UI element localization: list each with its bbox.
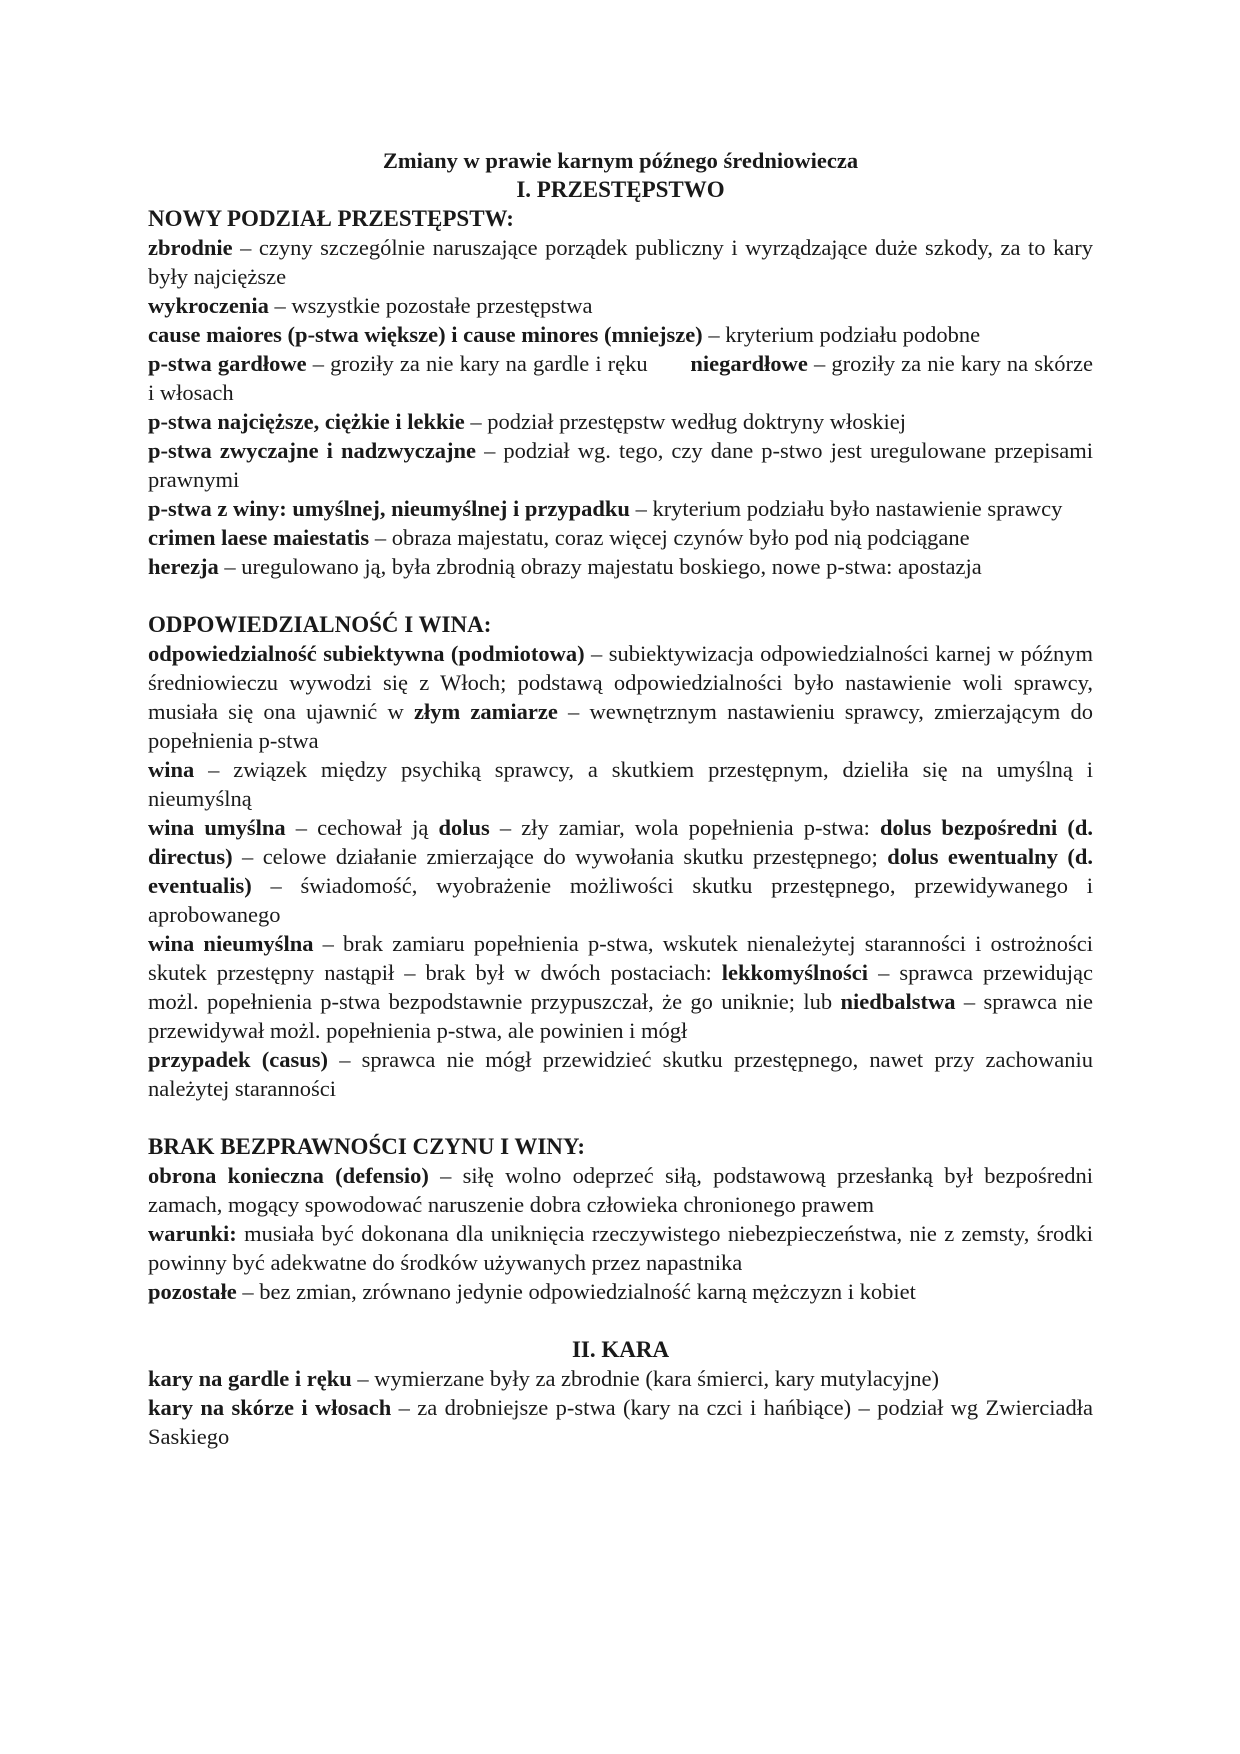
term: kary na gardle i ręku [148,1366,352,1391]
term: lekkomyślności [721,960,869,985]
term: p-stwa gardłowe [148,351,307,376]
definition: – kryterium podziału podobne [702,322,981,347]
term: wina nieumyślna [148,931,314,956]
term: niedbalstwa [840,989,956,1014]
term: herezja [148,554,219,579]
term: p-stwa z winy: umyślnej, nieumyślnej i przypadku [148,496,630,521]
paragraph-wykroczenia [148,291,1093,320]
paragraph-cause-maiores [148,320,1093,349]
definition: – związek między psychiką sprawcy, a skutkiem przestępnym, dzieliła się na umyślną i nieumyślną [148,757,1093,811]
paragraph-obrona-konieczna [148,1161,1093,1219]
term: kary na skórze i włosach [148,1395,392,1420]
definition: – podział przestępstw według doktryny włoskiej [464,409,906,434]
term: dolus [438,815,490,840]
definition: – cechował ją [285,815,439,840]
subheading-brak-bezprawnosci: BRAK BEZPRAWNOŚCI CZYNU I WINY: [148,1134,586,1159]
definition: – celowe działanie zmierzające do wywołania skutku przestępnego; [232,844,888,869]
term: obrona konieczna (defensio) [148,1163,429,1188]
section-heading-kara: II. KARA [571,1337,670,1362]
term: wina [148,757,195,782]
subheading-nowy-podzial: NOWY PODZIAŁ PRZESTĘPSTW: [148,206,514,231]
definition: – czyny szczególnie naruszające porządek publiczny i wyrządzające duże szkody, za to kary były najcięższe [148,235,1093,289]
term: złym zamiarze [413,699,558,724]
term: p-stwa zwyczajne i nadzwyczajne [148,438,476,463]
section-heading-przestepstwo: I. PRZESTĘPSTWO [516,177,725,202]
document-page [148,146,1093,1451]
paragraph-crimen-laese [148,523,1093,552]
paragraph-zbrodnie [148,233,1093,291]
definition: – uregulowano ją, była zbrodnią obrazy majestatu boskiego, nowe p-stwa: apostazja [218,554,982,579]
term: p-stwa najcięższe, ciężkie i lekkie [148,409,465,434]
paragraph-pozostale [148,1277,1093,1306]
definition: – bez zmian, zrównano jedynie odpowiedzialność karną mężczyzn i kobiet [236,1279,916,1304]
paragraph-kary-na-gardle [148,1364,1093,1393]
paragraph-najciezsze [148,407,1093,436]
spacer [148,1103,1093,1132]
paragraph-zwyczajne [148,436,1093,494]
definition: – za drobniejsze p-stwa (kary na czci i hańbiące) – podział wg Zwierciadła Saskiego [148,1395,1093,1449]
term: pozostałe [148,1279,237,1304]
paragraph-herezja [148,552,1093,581]
definition: – sprawca nie mógł przewidzieć skutku przestępnego, nawet przy zachowaniu należytej staranności [148,1047,1093,1101]
definition: – obraza majestatu, coraz więcej czynów było pod nią podciągane [369,525,970,550]
definition: – subiektywizacja odpowiedzialności karnej w późnym średniowieczu wywodzi się z Włoch; podstawą odpowiedzialności było nastawienie woli sprawcy, musiała się ona ujawnić w [148,641,1093,724]
definition: – wszystkie pozostałe przestępstwa [268,293,593,318]
definition: – groziły za nie kary na gardle i ręku [306,351,648,376]
spacer [148,581,1093,610]
paragraph-przypadek [148,1045,1093,1103]
term: dolus bezpośredni (d. directus) [148,815,1094,869]
term: dolus ewentualny (d. eventualis) [148,844,1094,898]
definition: – sprawca nie przewidywał możl. popełnienia p-stwa, ale powinien i mógł [148,989,1093,1043]
term: wykroczenia [148,293,269,318]
paragraph-warunki [148,1219,1093,1277]
definition: – kryterium podziału było nastawienie sprawcy [629,496,1063,521]
paragraph-wina-umyslna [148,813,1093,929]
paragraph-p-stwa-gardlowe [148,349,1093,407]
definition: musiała być dokonana dla uniknięcia rzeczywistego niebezpieczeństwa, nie z zemsty, środki powinny być adekwatne do środków używanych przez napastnika [148,1221,1093,1275]
definition: – wymierzane były za zbrodnie (kara śmierci, kary mutylacyjne) [351,1366,940,1391]
term: warunki: [148,1221,237,1246]
definition: – sprawca przewidując możl. popełnienia p-stwa bezpodstawnie przypuszczał, że go uniknie; lub [148,960,1093,1014]
paragraph-z-winy [148,494,1093,523]
definition: – zły zamiar, wola popełnienia p-stwa: [489,815,881,840]
term: zbrodnie [148,235,233,260]
term: niegardłowe [690,351,808,376]
definition: – brak zamiaru popełnienia p-stwa, wskutek nienależytej staranności i ostrożności skutek przestępny nastąpił – brak był w dwóch postaciach: [148,931,1094,985]
paragraph-wina [148,755,1093,813]
subheading-odpowiedzialnosc: ODPOWIEDZIALNOŚĆ I WINA: [148,612,492,637]
term: przypadek (casus) [148,1047,328,1072]
definition: – groziły za nie kary na skórze i włosach [148,351,1094,405]
definition: – siłę wolno odeprzeć siłą, podstawową przesłanką był bezpośredni zamach, mogący spowodować naruszenie dobra człowieka chronionego prawem [148,1163,1093,1217]
term: odpowiedzialność subiektywna (podmiotowa) [148,641,585,666]
term: crimen laese maiestatis [148,525,370,550]
term: wina umyślna [148,815,286,840]
paragraph-odpowiedzialnosc-subiektywna [148,639,1093,755]
spacer [148,1306,1093,1335]
term: cause maiores (p-stwa większe) i cause minores (mniejsze) [148,322,703,347]
paragraph-kary-na-skorze [148,1393,1093,1451]
document-title: Zmiany w prawie karnym późnego średniowiecza [382,148,859,173]
definition: – wewnętrznym nastawieniu sprawcy, zmierzającym do popełnienia p-stwa [148,699,1094,753]
definition: – podział wg. tego, czy dane p-stwo jest uregulowane przepisami prawnymi [148,438,1094,492]
paragraph-wina-nieumyslna [148,929,1093,1045]
definition: – świadomość, wyobrażenie możliwości skutku przestępnego, przewidywanego i aprobowanego [148,873,1093,927]
